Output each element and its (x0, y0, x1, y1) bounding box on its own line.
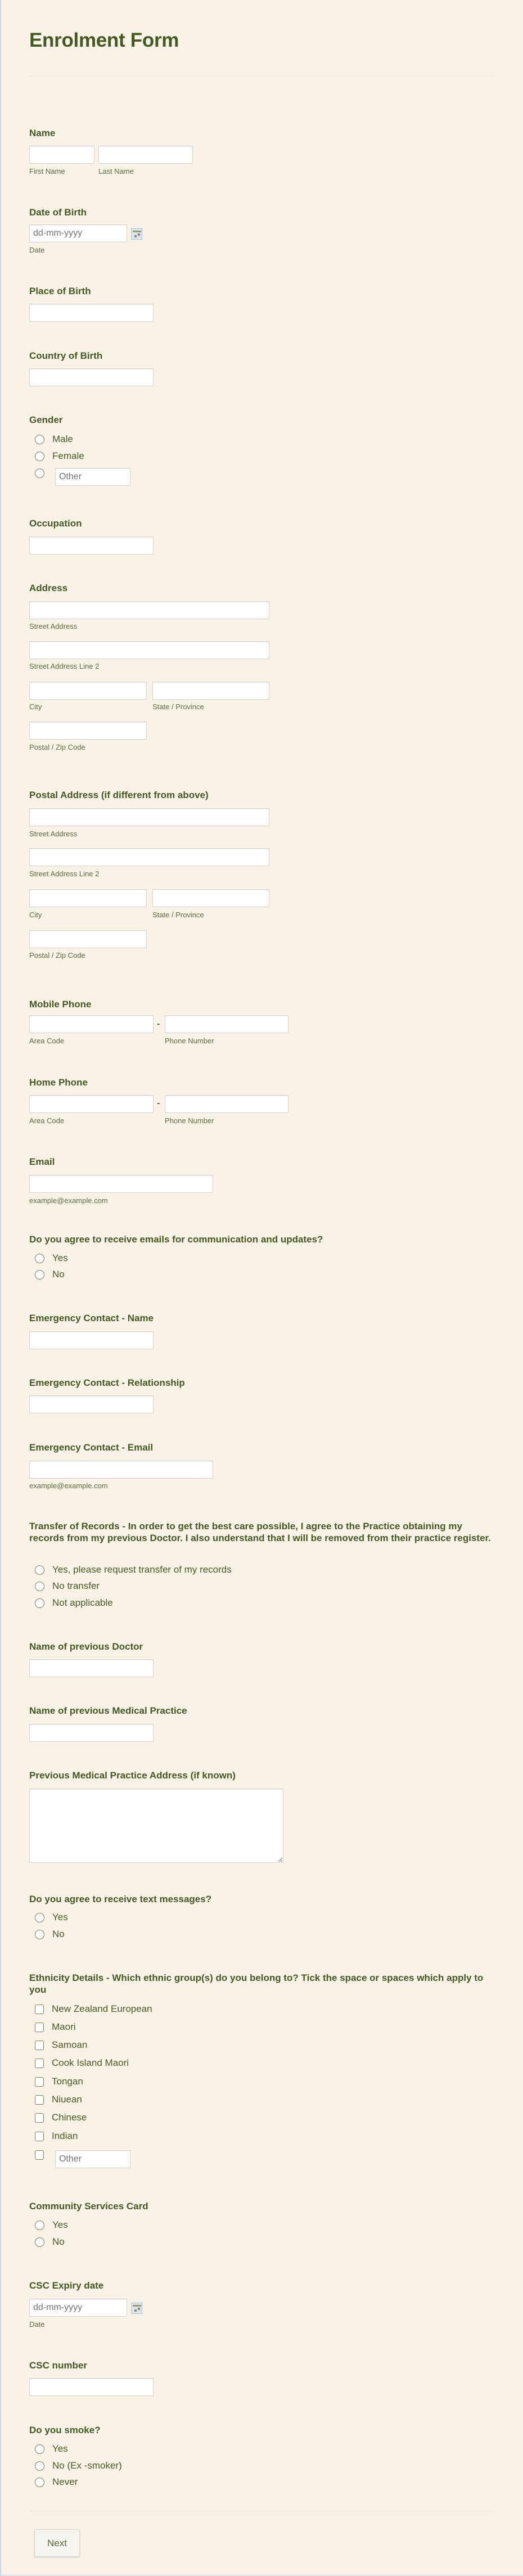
gender-option-male[interactable]: Male (35, 434, 73, 445)
email-consent-label: Do you agree to receive emails for communication and updates? (29, 1234, 323, 1245)
prev-doctor-input[interactable] (29, 1659, 154, 1677)
mobile-phone-number-input[interactable] (165, 1015, 288, 1033)
radio-button[interactable] (35, 435, 44, 444)
postal-street-input[interactable] (29, 808, 269, 826)
checkbox[interactable] (35, 2132, 44, 2141)
dob-input[interactable] (29, 224, 127, 242)
ethnicity-label: Ethnicity Details - Which ethnic group(s) do you belong to? Tick the space or spaces which apply to you (29, 1972, 484, 1995)
email-consent-yes[interactable]: Yes (35, 1253, 68, 1264)
first-name-input[interactable] (29, 146, 94, 164)
street-address-input[interactable] (29, 601, 269, 619)
postal-state-sublabel: State / Province (152, 911, 204, 919)
postal-zip-input[interactable] (29, 930, 147, 948)
place-of-birth-label: Place of Birth (29, 286, 91, 296)
gender-other-input[interactable] (55, 468, 130, 486)
last-name-input[interactable] (98, 146, 193, 164)
email-input[interactable] (29, 1175, 213, 1193)
radio-button[interactable] (35, 2444, 44, 2454)
phone-separator: - (157, 1019, 160, 1029)
checkbox[interactable] (35, 2005, 44, 2014)
checkbox[interactable] (35, 2150, 44, 2160)
email-consent-no[interactable]: No (35, 1269, 65, 1280)
ethnicity-option[interactable]: Tongan (35, 2076, 83, 2087)
ethnicity-option[interactable]: Cook Island Maori (35, 2057, 129, 2069)
checkbox[interactable] (35, 2095, 44, 2105)
home-area-code-sublabel: Area Code (29, 1116, 65, 1125)
radio-button[interactable] (35, 1598, 44, 1608)
mobile-phone-number-sublabel: Phone Number (165, 1037, 214, 1045)
text-consent-label: Do you agree to receive text messages? (29, 1894, 212, 1904)
zip-sublabel: Postal / Zip Code (29, 743, 85, 751)
place-of-birth-input[interactable] (29, 304, 154, 322)
prev-doctor-label: Name of previous Doctor (29, 1641, 143, 1652)
address-label: Address (29, 583, 68, 593)
radio-button[interactable] (35, 469, 44, 478)
smoke-label: Do you smoke? (29, 2425, 101, 2435)
postal-zip-sublabel: Postal / Zip Code (29, 951, 85, 960)
ethnicity-option[interactable]: Chinese (35, 2112, 87, 2123)
ethnicity-option[interactable]: Niuean (35, 2094, 82, 2105)
smoke-option-never[interactable]: Never (35, 2476, 78, 2488)
ethnicity-other-input[interactable] (55, 2150, 130, 2168)
prev-practice-input[interactable] (29, 1724, 154, 1742)
home-phone-number-input[interactable] (165, 1095, 288, 1113)
checkbox[interactable] (35, 2113, 44, 2123)
postal-street-sublabel: Street Address (29, 830, 78, 838)
state-input[interactable] (152, 682, 269, 700)
home-phone-number-sublabel: Phone Number (165, 1116, 214, 1125)
next-button[interactable]: Next (34, 2529, 80, 2557)
dob-label: Date of Birth (29, 207, 87, 218)
street-address-line2-sublabel: Street Address Line 2 (29, 662, 100, 670)
dob-sublabel: Date (29, 246, 45, 254)
home-area-code-input[interactable] (29, 1095, 154, 1113)
prev-practice-address-label: Previous Medical Practice Address (if known) (29, 1770, 236, 1781)
ethnicity-option[interactable]: New Zealand European (35, 2003, 152, 2015)
gender-option-female[interactable]: Female (35, 451, 84, 462)
calendar-icon[interactable] (131, 2303, 142, 2314)
ec-email-input[interactable] (29, 1461, 213, 1479)
state-sublabel: State / Province (152, 702, 204, 711)
page-title: Enrolment Form (29, 29, 179, 51)
csc-option-yes[interactable]: Yes (35, 2219, 68, 2231)
checkbox[interactable] (35, 2023, 44, 2032)
ethnicity-option[interactable]: Indian (35, 2131, 78, 2142)
transfer-records-label: Transfer of Records - In order to get the best care possible, I agree to the Practice obtaining my records from my previous Doctor. I also understand that I will be removed from their practice register. (29, 1521, 491, 1543)
csc-expiry-sublabel: Date (29, 2320, 45, 2329)
city-input[interactable] (29, 682, 147, 700)
csc-number-label: CSC number (29, 2360, 87, 2371)
radio-button[interactable] (35, 2221, 44, 2230)
country-of-birth-label: Country of Birth (29, 350, 103, 361)
zip-input[interactable] (29, 722, 147, 740)
csc-expiry-label: CSC Expiry date (29, 2280, 104, 2291)
transfer-option-no[interactable]: No transfer (35, 1580, 100, 1592)
transfer-option-yes[interactable]: Yes, please request transfer of my records (35, 1564, 232, 1575)
email-sublabel: example@example.com (29, 1196, 108, 1205)
mobile-phone-label: Mobile Phone (29, 999, 92, 1010)
home-phone-label: Home Phone (29, 1077, 88, 1088)
radio-button[interactable] (35, 1913, 44, 1922)
radio-button[interactable] (35, 2237, 44, 2247)
checkbox[interactable] (35, 2077, 44, 2087)
gender-label: Gender (29, 415, 63, 425)
mobile-area-code-sublabel: Area Code (29, 1037, 65, 1045)
postal-city-input[interactable] (29, 889, 147, 907)
email-label: Email (29, 1156, 55, 1167)
checkbox[interactable] (35, 2059, 44, 2068)
transfer-option-na[interactable]: Not applicable (35, 1597, 113, 1609)
smoke-option-yes[interactable]: Yes (35, 2443, 68, 2455)
radio-button[interactable] (35, 2478, 44, 2487)
prev-practice-label: Name of previous Medical Practice (29, 1705, 187, 1716)
postal-address-label: Postal Address (if different from above) (29, 790, 209, 800)
name-label: Name (29, 128, 56, 138)
postal-state-input[interactable] (152, 889, 269, 907)
radio-button[interactable] (35, 1270, 44, 1280)
smoke-option-ex[interactable]: No (Ex -smoker) (35, 2460, 122, 2471)
radio-button[interactable] (35, 1565, 44, 1575)
city-sublabel: City (29, 702, 42, 711)
postal-city-sublabel: City (29, 911, 42, 919)
ec-name-label: Emergency Contact - Name (29, 1313, 154, 1323)
checkbox[interactable] (35, 2041, 44, 2050)
first-name-sublabel: First Name (29, 167, 65, 175)
csc-number-input[interactable] (29, 2378, 154, 2396)
csc-label: Community Services Card (29, 2201, 148, 2212)
radio-button[interactable] (35, 1582, 44, 1591)
ethnicity-option-other[interactable] (35, 2149, 52, 2160)
mobile-area-code-input[interactable] (29, 1015, 154, 1033)
gender-option-other[interactable] (35, 467, 52, 479)
radio-button[interactable] (35, 1254, 44, 1263)
csc-option-no[interactable]: No (35, 2236, 65, 2248)
text-consent-no[interactable]: No (35, 1929, 65, 1940)
ethnicity-option[interactable]: Maori (35, 2021, 76, 2033)
radio-button[interactable] (35, 452, 44, 461)
ec-email-sublabel: example@example.com (29, 1481, 108, 1490)
ec-relationship-input[interactable] (29, 1395, 154, 1413)
radio-button[interactable] (35, 1930, 44, 1939)
text-consent-yes[interactable]: Yes (35, 1912, 68, 1923)
csc-expiry-input[interactable] (29, 2299, 127, 2317)
phone-separator: - (157, 1098, 160, 1108)
ethnicity-option[interactable]: Samoan (35, 2039, 87, 2051)
calendar-icon[interactable] (131, 228, 142, 240)
street-address-sublabel: Street Address (29, 622, 78, 631)
radio-button[interactable] (35, 2461, 44, 2471)
ec-relationship-label: Emergency Contact - Relationship (29, 1377, 185, 1388)
occupation-input[interactable] (29, 537, 154, 555)
ec-email-label: Emergency Contact - Email (29, 1442, 154, 1453)
country-of-birth-input[interactable] (29, 368, 154, 386)
street-address-line2-input[interactable] (29, 641, 269, 659)
postal-street-line2-input[interactable] (29, 848, 269, 866)
occupation-label: Occupation (29, 518, 82, 529)
ec-name-input[interactable] (29, 1331, 154, 1349)
last-name-sublabel: Last Name (98, 167, 134, 175)
prev-practice-address-textarea[interactable] (29, 1789, 283, 1863)
postal-street-line2-sublabel: Street Address Line 2 (29, 870, 100, 878)
